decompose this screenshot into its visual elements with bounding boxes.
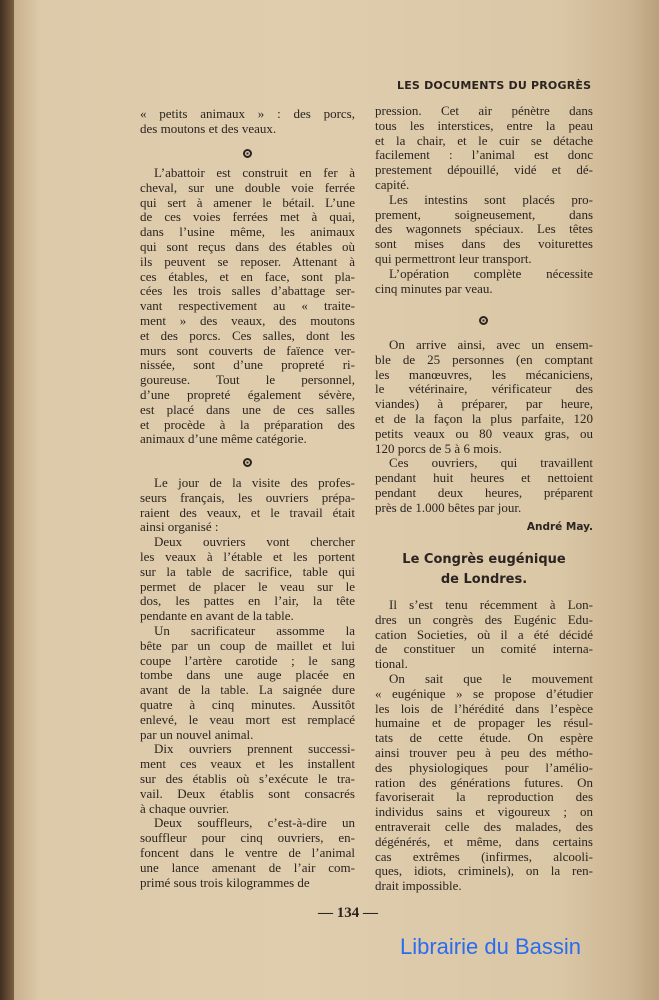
paragraph [140, 107, 355, 137]
left-column [140, 0, 355, 1000]
paragraph [375, 598, 593, 672]
text-line: vail. Deux établis sont consacrés [140, 785, 355, 801]
text-line: cation Societies, où il a été décidé [375, 626, 593, 642]
text-line: à chaque ouvrier. [140, 800, 230, 816]
paragraph [375, 193, 593, 267]
text-line: par un nouvel animal. [140, 726, 254, 742]
paragraph [140, 816, 355, 890]
text-line: ainsi trouver peu à peu des métho- [375, 744, 593, 760]
paragraph [140, 476, 355, 535]
text-line: qui permettront leur transport. [375, 250, 532, 266]
text-line: cas extrêmes (infirmes, alcooli- [375, 848, 593, 864]
text-line: ration des générations futures. On [375, 774, 593, 790]
text-line: animaux d’une même catégorie. [140, 431, 307, 447]
text-line: capité. [375, 176, 410, 192]
text-line: tional. [375, 656, 408, 672]
author-signature: André May. [526, 521, 593, 533]
text-line: et la chair, et le cuir se détache [375, 132, 593, 148]
text-line: de ces voies ferrées met à quai, [140, 209, 355, 225]
text-line: seurs français, les ouvriers prépa- [140, 489, 355, 505]
text-line: drait impossible. [375, 878, 462, 894]
paragraph [375, 267, 593, 297]
text-line: dans l’usine même, les animaux [140, 224, 355, 240]
text-line: ils peuvent se reposer. Attenant à [140, 253, 355, 269]
text-line: prestement dépouillé, vidé et dé- [375, 162, 593, 178]
text-line: L’opération complète nécessite [389, 265, 593, 281]
text-line: le vétérinaire, vérificateur des [375, 381, 593, 397]
text-line: sur la table de sacrifice, table qui [140, 563, 355, 579]
text-line: ble de 25 personnes (en comptant [375, 351, 593, 367]
text-line: Ces ouvriers, qui travaillent [389, 455, 593, 471]
text-line: primé sous trois kilogrammes de [140, 874, 310, 890]
text-line: des moutons et des veaux. [140, 120, 277, 136]
text-line: souffleur pour cinq ouvriers, en- [140, 830, 355, 846]
paragraph [375, 456, 593, 515]
book-binding-edge [0, 0, 14, 1000]
text-line: Deux souffleurs, c’est-à-dire un [154, 815, 355, 831]
article-title-line: Le Congrès eugénique [402, 552, 566, 567]
paragraph [140, 535, 355, 624]
text-line: dégénérés, et même, dans certains [375, 833, 593, 849]
text-line: qui sert à amener le bétail. L’une [140, 194, 355, 210]
text-line: pression. Cet air pénètre dans [375, 103, 593, 118]
paragraph [140, 166, 355, 447]
text-line: cheval, sur une double voie ferrée [140, 179, 355, 195]
text-line: tombe dans une auge placée en [140, 667, 355, 683]
text-line: une lance amenant de l’air com- [140, 859, 355, 875]
text-line: les veaux à l’étable et les portent [140, 548, 355, 564]
text-line: bête par un coup de maillet et lui [140, 637, 355, 653]
running-header: LES DOCUMENTS DU PROGRÈS [397, 79, 592, 92]
watermark: Librairie du Bassin [400, 934, 581, 959]
text-line: et procède à la préparation des [140, 416, 355, 432]
text-line: 120 porcs de 5 à 6 mois. [375, 440, 502, 456]
text-line: raient des veaux, et le travail était [140, 504, 355, 520]
ornament-icon [479, 316, 488, 325]
text-line: facilement : l’animal est donc [375, 147, 593, 163]
ornament-icon [243, 458, 252, 467]
text-line: et des porcs. Ces salles, dont les [140, 327, 355, 343]
text-line: qui sont reçus dans des étables où [140, 238, 355, 254]
text-line: Un sacrificateur assomme la [154, 623, 355, 638]
article-title-line: de Londres. [440, 572, 528, 587]
text-line: avant de la table. La saignée dure [140, 682, 355, 698]
text-line: Deux ouvriers vont chercher [154, 534, 355, 550]
text-line: Les intestins sont placés pro- [389, 191, 593, 207]
text-line: On sait que le mouvement [389, 671, 593, 686]
text-line: permet de placer le veau sur le [140, 578, 355, 594]
text-line: Le jour de la visite des profes- [154, 475, 355, 490]
paragraph [375, 338, 593, 456]
text-line: et de la façon la plus parfaite, 120 [375, 410, 593, 426]
text-line: cées les trois salles d’abattage ser- [140, 283, 355, 299]
text-line: de constituer un comité interna- [375, 641, 593, 657]
text-line: les manœuvres, les mécaniciens, [375, 366, 593, 382]
text-line: favoriserait la reproduction des [375, 789, 593, 805]
text-line: Dix ouvriers prennent successi- [154, 741, 355, 757]
text-line: sur des établis où s’exécute le tra- [140, 770, 355, 786]
text-line: dres un congrès des Eugénic Edu- [375, 611, 593, 627]
text-line: est placé dans une de ces salles [140, 401, 355, 417]
text-line: ques, idiots, criminels), on la ren- [375, 863, 593, 879]
page-number: — 134 — [318, 905, 378, 921]
text-line: près de 1.000 bêtes par jour. [375, 499, 522, 515]
text-line: les lois de l’hérédité dans l’espèce [375, 700, 593, 716]
article-title [375, 550, 593, 590]
text-line: des wagonnets spéciaux. Les têtes [375, 221, 593, 237]
text-line: goureuse. Tout le personnel, [140, 372, 355, 388]
text-line: pendante en avant de la table. [140, 608, 294, 624]
text-line: des physiologiques pour l’amélio- [375, 759, 593, 775]
text-line: vant respectivement au « traite- [140, 298, 355, 314]
text-line: On arrive ainsi, avec un ensem- [389, 337, 593, 352]
text-line: pendant deux heures, préparent [375, 484, 593, 500]
ornament-icon [243, 149, 252, 158]
text-line: ces étables, et en face, sont pla- [140, 268, 355, 284]
paragraph [375, 104, 593, 193]
text-line: entraverait celle des malades, des [375, 818, 593, 834]
text-line: Il s’est tenu récemment à Lon- [389, 597, 593, 612]
text-line: sont mises dans des voiturettes [375, 236, 593, 252]
text-line: enlevé, le veau mort est remplacé [140, 711, 355, 727]
text-line: « eugénique » se propose d’étudier [375, 685, 593, 701]
text-line: d’une propreté également sévère, [140, 386, 355, 402]
text-line: prement, soigneusement, dans [375, 206, 593, 222]
text-line: dos, les pattes en l’air, la tête [140, 593, 355, 609]
text-line: viandes) à préparer, par heure, [375, 396, 593, 412]
text-line: humaine et de propager les résul- [375, 715, 593, 731]
text-line: quatre à cinq minutes. Aussitôt [140, 696, 355, 712]
text-line: murs sont couverts de faïence ver- [140, 342, 355, 358]
text-line: cinq minutes par veau. [375, 280, 493, 296]
right-column [375, 0, 593, 1000]
text-line: nissée, sont d’une propreté ri- [140, 357, 355, 373]
paragraph [140, 624, 355, 742]
text-line: tats de cette étude. On espère [375, 730, 593, 746]
text-line: L’abattoir est construit en fer à [154, 165, 355, 180]
text-line: tous les interstices, entre la peau [375, 117, 593, 133]
text-line: foncent dans le ventre de l’animal [140, 844, 355, 860]
text-line: ainsi organisé : [140, 519, 219, 535]
text-line: ment ces veaux et les installent [140, 756, 355, 772]
paragraph [140, 742, 355, 816]
paragraph [375, 672, 593, 894]
text-line: pendant huit heures et nettoient [375, 470, 593, 486]
text-line: coupe l’artère carotide ; le sang [140, 652, 355, 668]
text-line: « petits animaux » : des porcs, [140, 106, 355, 121]
text-line: petits veaux ou 80 veaux gras, ou [375, 425, 593, 441]
text-line: ment » des veaux, des moutons [140, 312, 355, 328]
text-line: individus sains et vigoureux ; on [375, 804, 593, 820]
